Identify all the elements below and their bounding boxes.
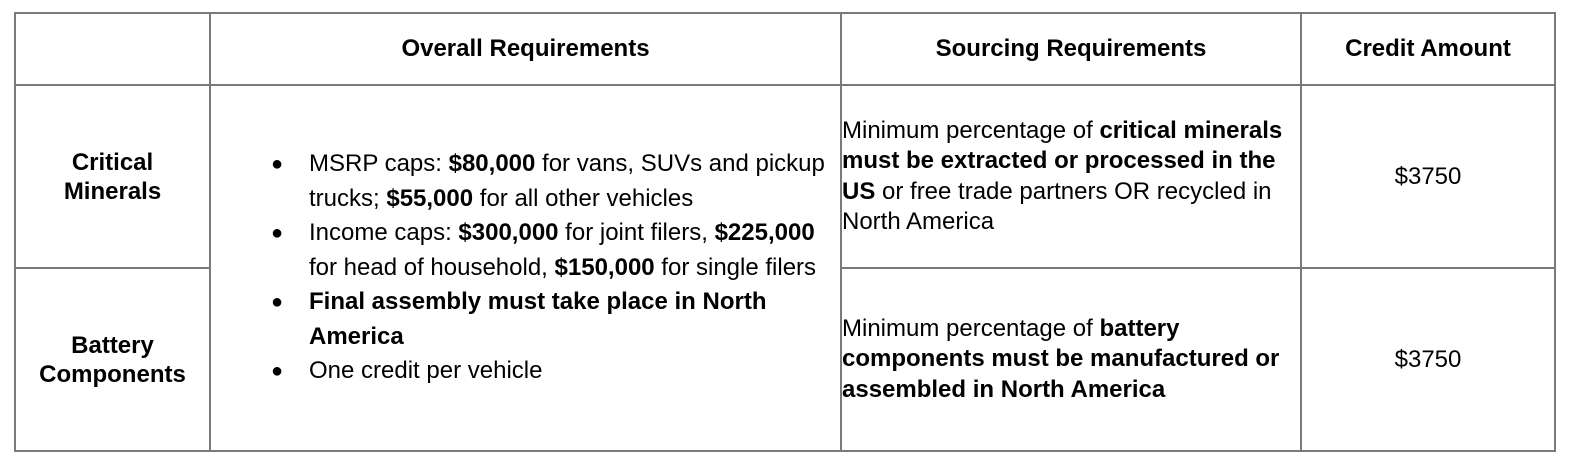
sourcing-text: Minimum percentage of bbox=[842, 116, 1100, 144]
header-credit-amount: Credit Amount bbox=[1301, 13, 1555, 85]
header-row bbox=[15, 13, 1555, 85]
final-assembly-text: Final assembly must take place in North America bbox=[309, 288, 767, 350]
overall-requirements-list bbox=[211, 147, 840, 389]
list-item-msrp-caps bbox=[271, 147, 840, 216]
sourcing-bold-text: battery components must be manufactured or assembled in North America bbox=[842, 314, 1280, 403]
msrp-text: MSRP caps: bbox=[309, 150, 449, 178]
msrp-text: for all other vehicles bbox=[473, 184, 694, 212]
list-item-one-credit bbox=[271, 354, 840, 389]
sourcing-text: or free trade partners OR recycled in North America bbox=[842, 177, 1272, 235]
msrp-other-cap: $55,000 bbox=[386, 184, 474, 212]
bullet-icon: ● bbox=[271, 153, 284, 176]
row-label-line: Critical bbox=[71, 148, 154, 176]
income-joint-cap: $300,000 bbox=[458, 219, 559, 247]
header-sourcing-requirements: Sourcing Requirements bbox=[841, 13, 1301, 85]
sourcing-bold-text: critical minerals must be extracted or processed in the US bbox=[842, 116, 1283, 205]
sourcing-cell-critical-minerals bbox=[841, 85, 1301, 268]
income-single-cap: $150,000 bbox=[554, 253, 655, 281]
table-row-critical-minerals bbox=[15, 85, 1555, 268]
row-label-line: Minerals bbox=[63, 177, 162, 205]
list-item-income-caps bbox=[271, 216, 840, 285]
one-credit-text: One credit per vehicle bbox=[309, 357, 543, 385]
row-label-line: Components bbox=[39, 360, 186, 388]
row-label-battery-components bbox=[15, 268, 210, 451]
row-label-line: Battery bbox=[71, 331, 154, 359]
income-head-cap: $225,000 bbox=[714, 219, 815, 247]
bullet-icon: ● bbox=[271, 360, 284, 383]
header-empty-cell bbox=[15, 13, 210, 85]
income-text: for head of household, bbox=[309, 253, 555, 281]
overall-requirements-cell bbox=[210, 85, 841, 451]
bullet-icon: ● bbox=[271, 291, 284, 314]
sourcing-cell-battery-components bbox=[841, 268, 1301, 451]
row-label-critical-minerals bbox=[15, 85, 210, 268]
msrp-text: for vans, SUVs and pickup trucks; bbox=[309, 150, 825, 212]
income-text: Income caps: bbox=[309, 219, 459, 247]
bullet-icon: ● bbox=[271, 222, 284, 245]
credit-amount-battery-components: $3750 bbox=[1301, 268, 1555, 451]
list-item-final-assembly bbox=[271, 285, 840, 354]
msrp-van-cap: $80,000 bbox=[448, 150, 536, 178]
credit-amount-critical-minerals: $3750 bbox=[1301, 85, 1555, 268]
income-text: for single filers bbox=[654, 253, 817, 281]
requirements-table bbox=[14, 12, 1556, 452]
income-text: for joint filers, bbox=[558, 219, 715, 247]
header-overall-requirements: Overall Requirements bbox=[210, 13, 841, 85]
sourcing-text: Minimum percentage of bbox=[842, 314, 1100, 342]
